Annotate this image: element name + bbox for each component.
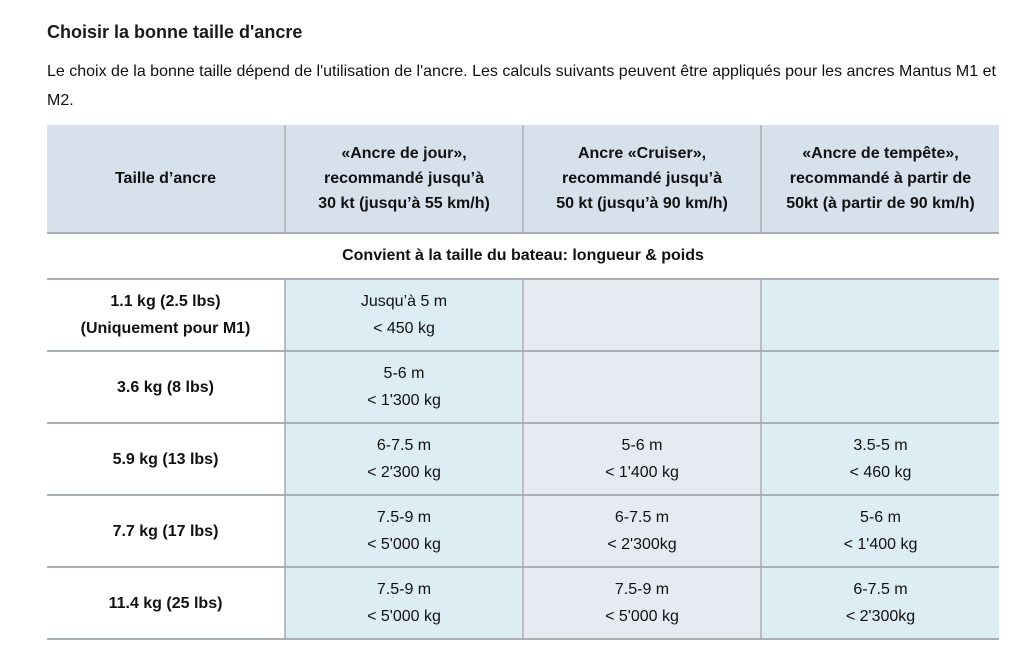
- cell-line: 6-7.5 m: [614, 509, 670, 526]
- cell-line: < 1'400 kg: [605, 464, 679, 481]
- cell-line: 7.7 kg (17 lbs): [112, 522, 219, 540]
- cell-line: 5-6 m: [383, 365, 425, 382]
- cell-storm-anchor: [761, 351, 999, 423]
- cell-line: 6-7.5 m: [376, 437, 432, 454]
- header-line: 50kt (à partir de 90 km/h): [786, 195, 975, 212]
- cell-line: (Uniquement pour M1): [80, 320, 251, 337]
- table-row: [47, 495, 999, 567]
- cell-line: 3.6 kg (8 lbs): [117, 378, 214, 396]
- cell-day-anchor: [285, 423, 523, 495]
- cell-line: Jusqu’à 5 m: [360, 293, 448, 310]
- header-day-anchor: [285, 125, 523, 233]
- cell-cruiser-anchor: [523, 279, 761, 351]
- cell-storm-anchor: [761, 279, 999, 351]
- cell-line: < 5'000 kg: [605, 608, 679, 625]
- cell-line: < 1'300 kg: [367, 392, 441, 409]
- cell-line: 7.5-9 m: [376, 581, 432, 598]
- table-row: [47, 279, 999, 351]
- table-subheader-row: [47, 233, 999, 279]
- anchor-size-table: [47, 125, 999, 640]
- intro-paragraph: Le choix de la bonne taille dépend de l'utilisation de l'ancre. Les calculs suivants peuvent être appliqués pour les ancres Mantus M1 et M2.: [47, 63, 996, 109]
- cell-line: 11.4 kg (25 lbs): [108, 594, 223, 612]
- cell-anchor-size: [47, 495, 285, 567]
- cell-day-anchor: [285, 495, 523, 567]
- header-line: 50 kt (jusqu’à 90 km/h): [556, 195, 728, 212]
- page-title: Choisir la bonne taille d'ancre: [47, 22, 303, 42]
- header-line: 30 kt (jusqu’à 55 km/h): [318, 195, 490, 212]
- header-line: Taille d’ancre: [114, 170, 217, 187]
- header-line: recommandé jusqu’à: [323, 170, 485, 187]
- cell-cruiser-anchor: [523, 423, 761, 495]
- cell-line: < 5'000 kg: [367, 536, 441, 553]
- subheader-boat-size: Convient à la taille du bateau: longueur & poids: [47, 233, 999, 279]
- header-line: «Ancre de tempête»,: [802, 145, 959, 162]
- cell-anchor-size: [47, 423, 285, 495]
- header-line: «Ancre de jour»,: [341, 145, 467, 162]
- cell-line: < 450 kg: [373, 320, 435, 337]
- cell-line: 5-6 m: [621, 437, 663, 454]
- cell-line: 5-6 m: [860, 509, 901, 526]
- cell-line: < 460 kg: [849, 464, 912, 481]
- header-anchor-size: [47, 125, 285, 233]
- cell-line: < 1'400 kg: [843, 536, 918, 553]
- cell-day-anchor: [285, 567, 523, 639]
- cell-storm-anchor: [761, 567, 999, 639]
- cell-anchor-size: [47, 279, 285, 351]
- header-cruiser-anchor: [523, 125, 761, 233]
- cell-anchor-size: [47, 567, 285, 639]
- cell-line: < 2'300kg: [607, 536, 677, 553]
- cell-line: 7.5-9 m: [376, 509, 432, 526]
- header-line: Ancre «Cruiser»,: [577, 145, 707, 162]
- cell-line: 7.5-9 m: [614, 581, 670, 598]
- cell-anchor-size: [47, 351, 285, 423]
- cell-cruiser-anchor: [523, 351, 761, 423]
- cell-line: 6-7.5 m: [853, 581, 908, 598]
- cell-day-anchor: [285, 351, 523, 423]
- cell-line: 3.5-5 m: [853, 437, 908, 454]
- table-header-row: [47, 125, 999, 233]
- table-row: [47, 567, 999, 639]
- cell-day-anchor: [285, 279, 523, 351]
- cell-cruiser-anchor: [523, 567, 761, 639]
- header-line: recommandé jusqu’à: [561, 170, 723, 187]
- cell-line: < 2'300kg: [845, 608, 916, 625]
- cell-line: < 5'000 kg: [367, 608, 441, 625]
- table-row: [47, 423, 999, 495]
- cell-line: 1.1 kg (2.5 lbs): [110, 293, 221, 310]
- header-line: recommandé à partir de: [789, 170, 972, 187]
- cell-storm-anchor: [761, 495, 999, 567]
- cell-line: 5.9 kg (13 lbs): [112, 450, 219, 468]
- cell-storm-anchor: [761, 423, 999, 495]
- header-storm-anchor: [761, 125, 999, 233]
- cell-cruiser-anchor: [523, 495, 761, 567]
- cell-line: < 2'300 kg: [367, 464, 441, 481]
- table-row: [47, 351, 999, 423]
